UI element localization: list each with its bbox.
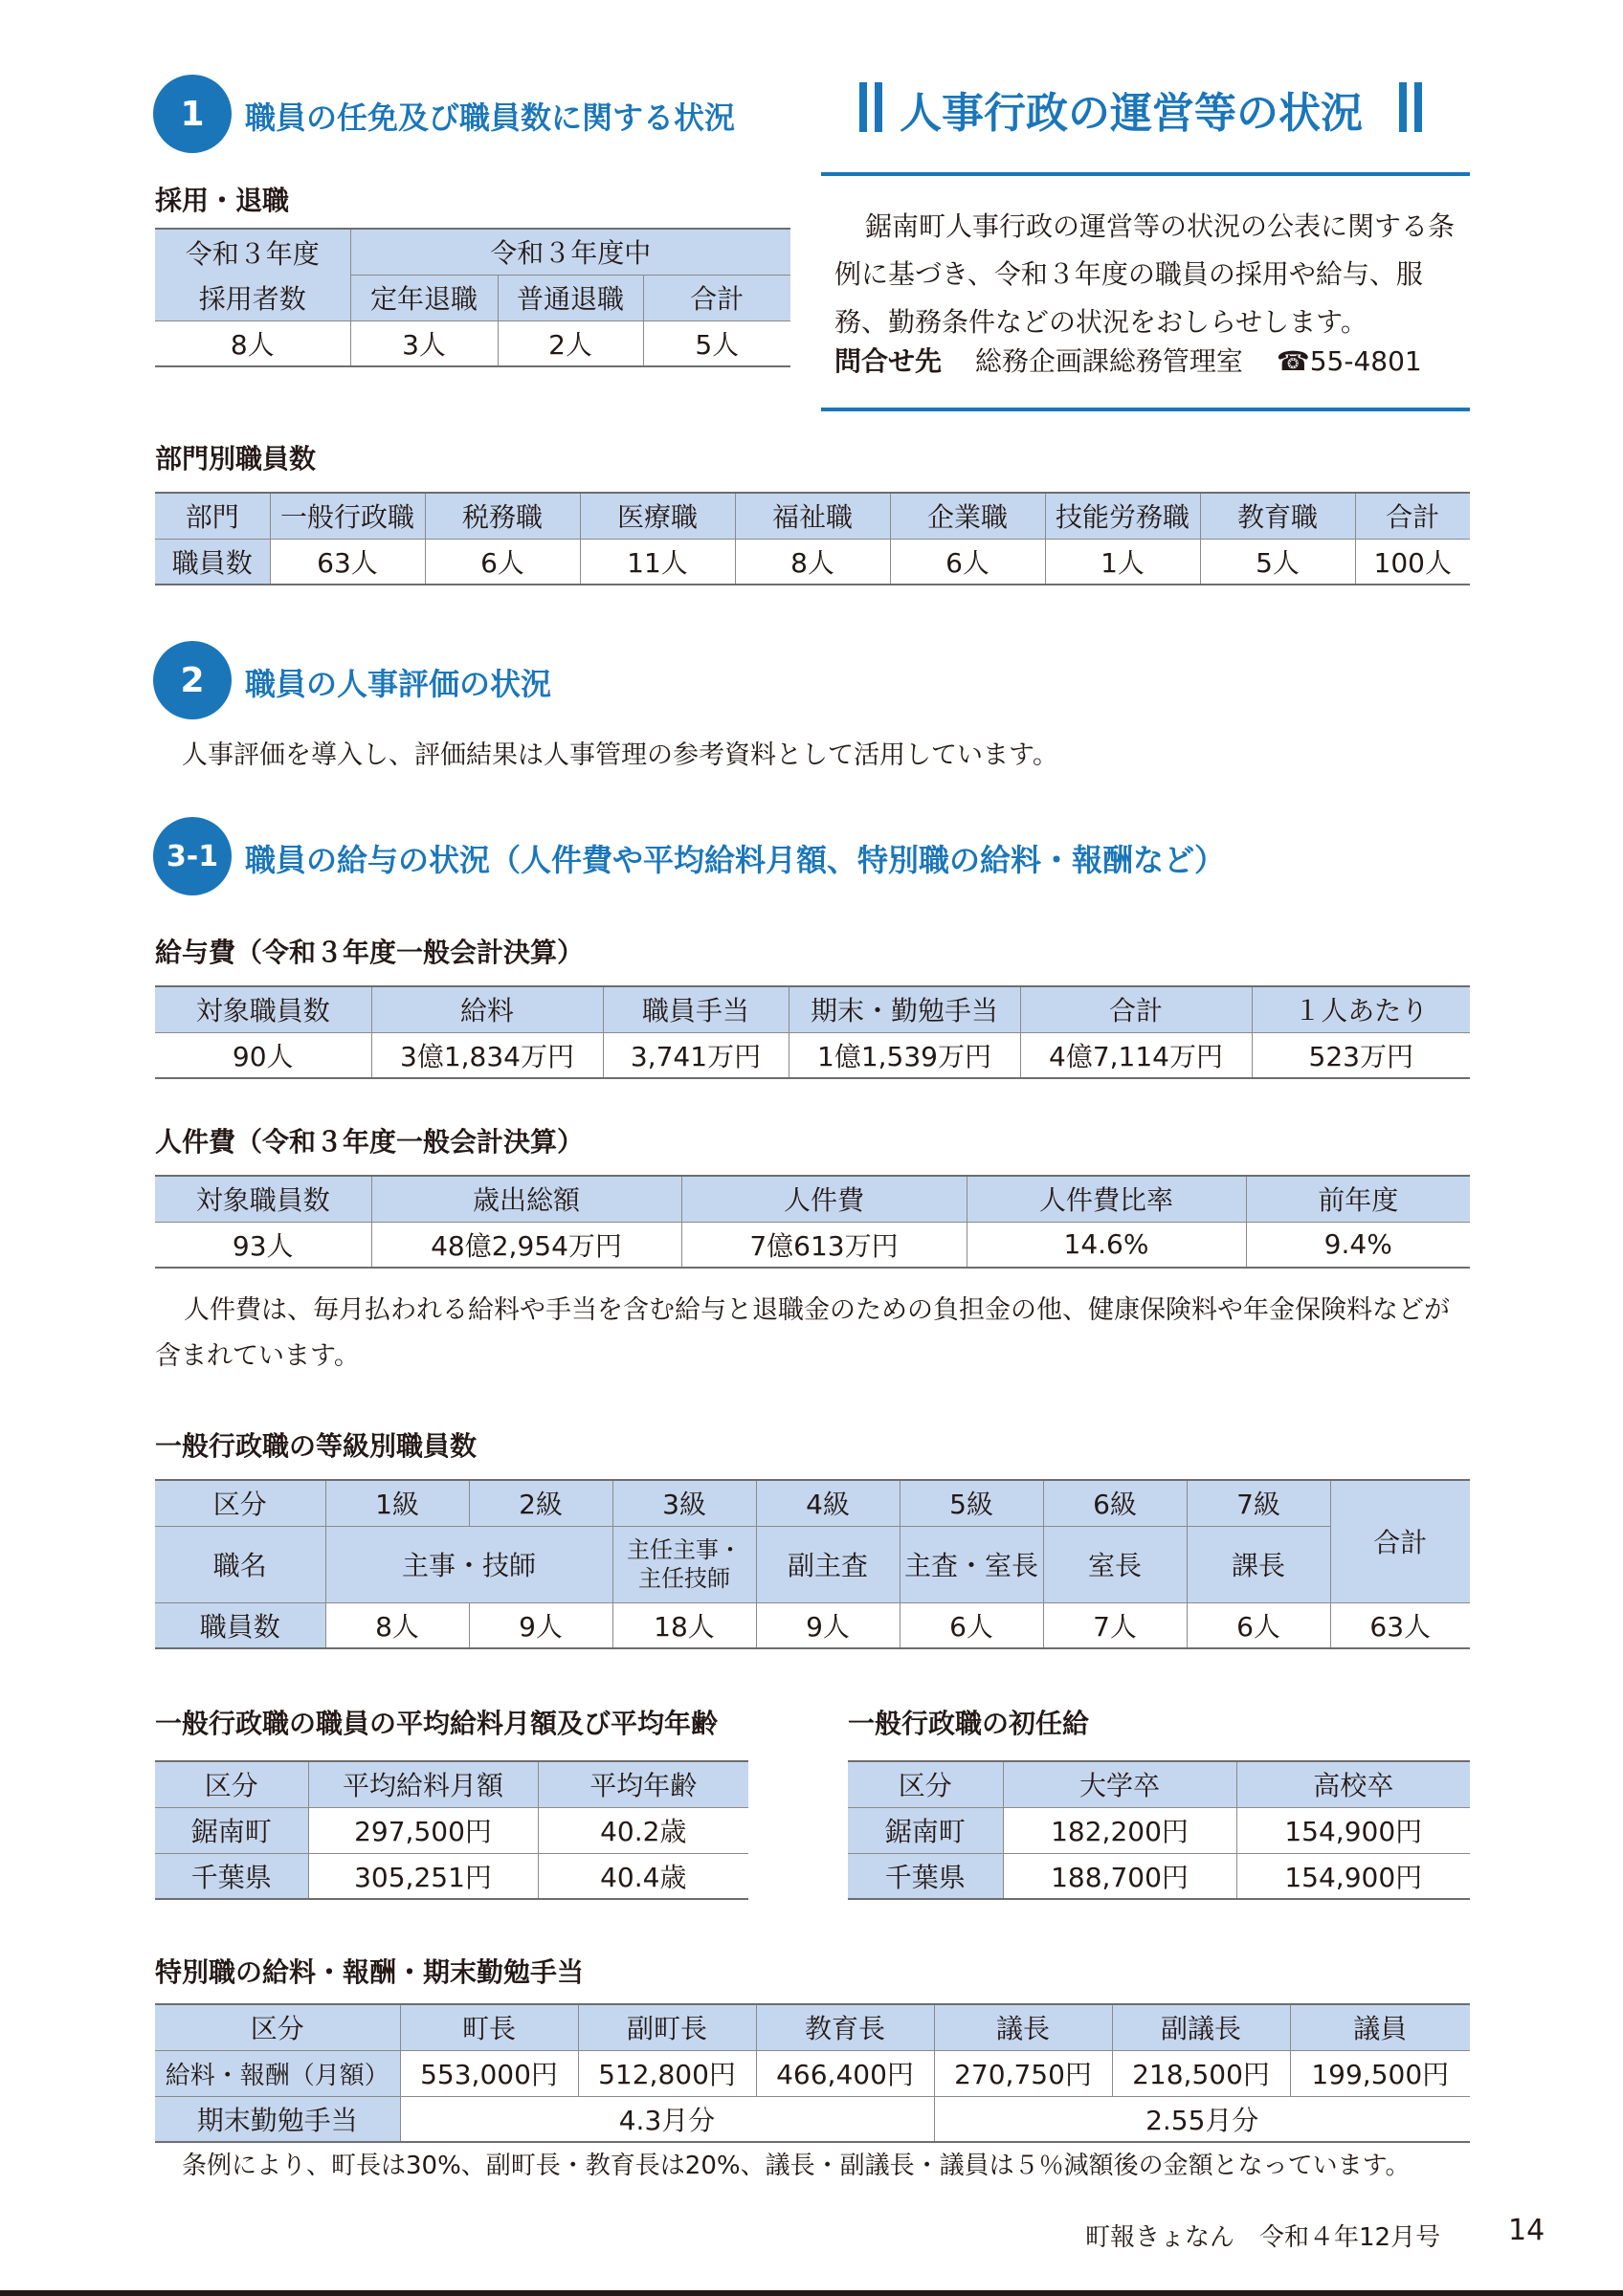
special-pay-4: 218,500円 [1112,2050,1290,2096]
average-row-0-salary: 297,500円 [308,1807,538,1853]
starting-title: 一般行政職の初任給 [848,1708,1090,1739]
grade-title-3-line2: 主任技師 [638,1565,730,1592]
special-h-3: 教育長 [756,2004,934,2050]
title-bar-left-1 [859,82,867,132]
recruit-v-hires: 8人 [155,320,350,366]
dept-col-6: 教育職 [1200,493,1355,539]
personnel-cost-h-3: 人件費比率 [967,1176,1246,1222]
title-bar-right-2 [1414,82,1422,132]
salary-cost-title: 給与費（令和３年度一般会計決算） [155,937,585,968]
section-2-badge: 2 [153,641,232,719]
special-bonus-exec: 4.3月分 [400,2096,934,2142]
recruit-h-total: 合計 [643,275,790,320]
special-table [155,2003,1470,2143]
title-bar-right-1 [1399,82,1407,132]
grade-count-6: 7人 [1043,1602,1187,1648]
recruit-table [155,228,790,367]
special-h-5: 副議長 [1112,2004,1290,2050]
grade-label-kubun: 区分 [155,1480,325,1526]
recruit-title: 採用・退職 [155,185,290,216]
header-rule-bottom [821,408,1470,411]
recruit-h-retire-age: 定年退職 [350,275,498,320]
personnel-cost-h-2: 人件費 [681,1176,967,1222]
personnel-cost-h-1: 歳出総額 [371,1176,681,1222]
dept-col-1: 税務職 [425,493,580,539]
personnel-cost-v-3: 14.6% [967,1222,1246,1268]
salary-cost-v-3: 1億1,539万円 [789,1032,1020,1078]
recruit-h-during: 令和３年度中 [350,229,790,275]
salary-cost-v-1: 3億1,834万円 [371,1032,603,1078]
dept-col-5: 技能労務職 [1045,493,1200,539]
grade-count-4: 9人 [756,1602,900,1648]
grade-count-total: 63人 [1330,1602,1470,1648]
section-2-text: 人事評価を導入し、評価結果は人事管理の参考資料として活用しています。 [182,740,1058,770]
dept-col-0: 一般行政職 [270,493,425,539]
personnel-cost-title: 人件費（令和３年度一般会計決算） [155,1126,585,1158]
salary-cost-h-2: 職員手当 [603,986,789,1032]
salary-cost-table [155,985,1470,1079]
grade-title-7: 課長 [1187,1526,1330,1602]
salary-cost-h-1: 給料 [371,986,603,1032]
grade-title-1-2: 主事・技師 [325,1526,612,1602]
grade-2: 2級 [469,1480,612,1526]
dept-row-count: 職員数 [155,539,270,585]
grade-label-count: 職員数 [155,1602,325,1648]
personnel-cost-table [155,1175,1470,1269]
average-table [155,1760,748,1900]
personnel-cost-v-2: 7億613万円 [681,1222,967,1268]
grade-title-3 [612,1526,756,1602]
dept-val-5: 1人 [1045,539,1200,585]
grade-7: 7級 [1187,1480,1330,1526]
section-3-badge: 3-1 [153,817,232,895]
grade-label-title: 職名 [155,1526,325,1602]
average-row-1-age: 40.4歳 [538,1853,748,1899]
footer-publication: 町報きょなん 令和４年12月号 [1085,2223,1441,2252]
grade-label-total: 合計 [1330,1480,1470,1602]
grade-count-5: 6人 [900,1602,1043,1648]
personnel-cost-v-0: 93人 [155,1222,371,1268]
average-h-1: 平均給料月額 [308,1761,538,1807]
starting-row-0-univ: 182,200円 [1003,1807,1236,1853]
footer-page-number: 14 [1508,2214,1545,2247]
special-pay-1: 512,800円 [578,2050,756,2096]
grade-title-6: 室長 [1043,1526,1187,1602]
starting-h-2: 高校卒 [1236,1761,1470,1807]
special-h-6: 議員 [1290,2004,1470,2050]
average-row-1-salary: 305,251円 [308,1853,538,1899]
average-row-0-age: 40.2歳 [538,1807,748,1853]
personnel-cost-v-1: 48億2,954万円 [371,1222,681,1268]
dept-col-2: 医療職 [580,493,735,539]
starting-row-0-name: 鋸南町 [848,1807,1003,1853]
starting-row-1-high: 154,900円 [1236,1853,1470,1899]
grade-count-1: 8人 [325,1602,469,1648]
salary-cost-v-5: 523万円 [1252,1032,1470,1078]
special-h-1: 町長 [400,2004,578,2050]
starting-h-0: 区分 [848,1761,1003,1807]
special-h-0: 区分 [155,2004,400,2050]
grade-title-4: 副主査 [756,1526,900,1602]
recruit-h-retire-normal: 普通退職 [498,275,643,320]
special-pay-5: 199,500円 [1290,2050,1470,2096]
grade-count-7: 6人 [1187,1602,1330,1648]
dept-val-1: 6人 [425,539,580,585]
recruit-v-retire-normal: 2人 [498,320,643,366]
personnel-cost-h-4: 前年度 [1246,1176,1470,1222]
special-row-pay-label: 給料・報酬（月額） [155,2050,400,2096]
special-title: 特別職の給料・報酬・期末勤勉手当 [155,1956,585,1988]
grade-3: 3級 [612,1480,756,1526]
personnel-cost-note: 人件費は、毎月払われる給料や手当を含む給与と退職金のための負担金の他、健康保険料や年金保険料などが含まれています。 [155,1295,1450,1371]
grade-1: 1級 [325,1480,469,1526]
dept-title: 部門別職員数 [155,443,317,475]
contact-phone: ☎55-4801 [1276,345,1422,377]
salary-cost-h-0: 対象職員数 [155,986,371,1032]
starting-row-0-high: 154,900円 [1236,1807,1470,1853]
contact-line [834,341,1422,379]
average-h-0: 区分 [155,1761,308,1807]
salary-cost-h-3: 期末・勤勉手当 [789,986,1020,1032]
special-pay-3: 270,750円 [934,2050,1112,2096]
grade-6: 6級 [1043,1480,1187,1526]
dept-col-4: 企業職 [890,493,1045,539]
dept-col-7: 合計 [1355,493,1470,539]
recruit-h-year: 令和３年度 [155,229,350,275]
grade-4: 4級 [756,1480,900,1526]
grade-table [155,1479,1470,1649]
special-h-4: 議長 [934,2004,1112,2050]
section-2-title: 職員の人事評価の状況 [245,666,552,702]
grade-count-2: 9人 [469,1602,612,1648]
dept-val-7: 100人 [1355,539,1470,585]
salary-cost-h-4: 合計 [1020,986,1252,1032]
dept-row-head: 部門 [155,493,270,539]
recruit-h-hires: 採用者数 [155,275,350,320]
starting-row-1-univ: 188,700円 [1003,1853,1236,1899]
salary-cost-v-2: 3,741万円 [603,1032,789,1078]
contact-dept: 総務企画課総務管理室 [974,345,1243,377]
header-rule-top [821,172,1470,176]
page-title: 人事行政の運営等の状況 [900,89,1363,138]
section-1-title: 職員の任免及び職員数に関する状況 [245,99,736,136]
dept-val-4: 6人 [890,539,1045,585]
special-pay-2: 466,400円 [756,2050,934,2096]
starting-h-1: 大学卒 [1003,1761,1236,1807]
salary-cost-h-5: １人あたり [1252,986,1470,1032]
dept-col-3: 福祉職 [735,493,890,539]
grade-5: 5級 [900,1480,1043,1526]
personnel-cost-v-4: 9.4% [1246,1222,1470,1268]
dept-val-0: 63人 [270,539,425,585]
section-3-title: 職員の給与の状況（人件費や平均給料月額、特別職の給料・報酬など） [245,842,1226,878]
recruit-v-retire-age: 3人 [350,320,498,366]
average-row-0-name: 鋸南町 [155,1807,308,1853]
special-h-2: 副町長 [578,2004,756,2050]
starting-table [848,1760,1470,1900]
dept-table [155,492,1470,585]
average-row-1-name: 千葉県 [155,1853,308,1899]
grade-count-3: 18人 [612,1602,756,1648]
special-row-bonus-label: 期末勤勉手当 [155,2096,400,2142]
average-title: 一般行政職の職員の平均給料月額及び平均年齢 [155,1708,719,1739]
special-bonus-assembly: 2.55月分 [934,2096,1470,2142]
dept-val-2: 11人 [580,539,735,585]
contact-label: 問合せ先 [834,345,943,377]
section-1-badge: 1 [153,75,232,153]
grade-title-3-line1: 主任主事・ [627,1536,742,1563]
grade-title-5: 主査・室長 [900,1526,1043,1602]
title-bar-left-2 [875,82,882,132]
personnel-cost-h-0: 対象職員数 [155,1176,371,1222]
dept-val-3: 8人 [735,539,890,585]
header-intro: 鋸南町人事行政の運営等の状況の公表に関する条例に基づき、令和３年度の職員の採用や給与、服務、勤務条件などの状況をおしらせします。 [834,210,1456,338]
average-h-2: 平均年齢 [538,1761,748,1807]
dept-val-6: 5人 [1200,539,1355,585]
grade-title: 一般行政職の等級別職員数 [155,1430,478,1462]
special-pay-0: 553,000円 [400,2050,578,2096]
salary-cost-v-4: 4億7,114万円 [1020,1032,1252,1078]
footer-rule [0,2290,1623,2296]
starting-row-1-name: 千葉県 [848,1853,1003,1899]
salary-cost-v-0: 90人 [155,1032,371,1078]
special-note: 条例により、町長は30%、副町長・教育長は20%、議長・副議長・議員は５％減額後の金額となっています。 [182,2152,1411,2180]
recruit-v-total: 5人 [643,320,790,366]
